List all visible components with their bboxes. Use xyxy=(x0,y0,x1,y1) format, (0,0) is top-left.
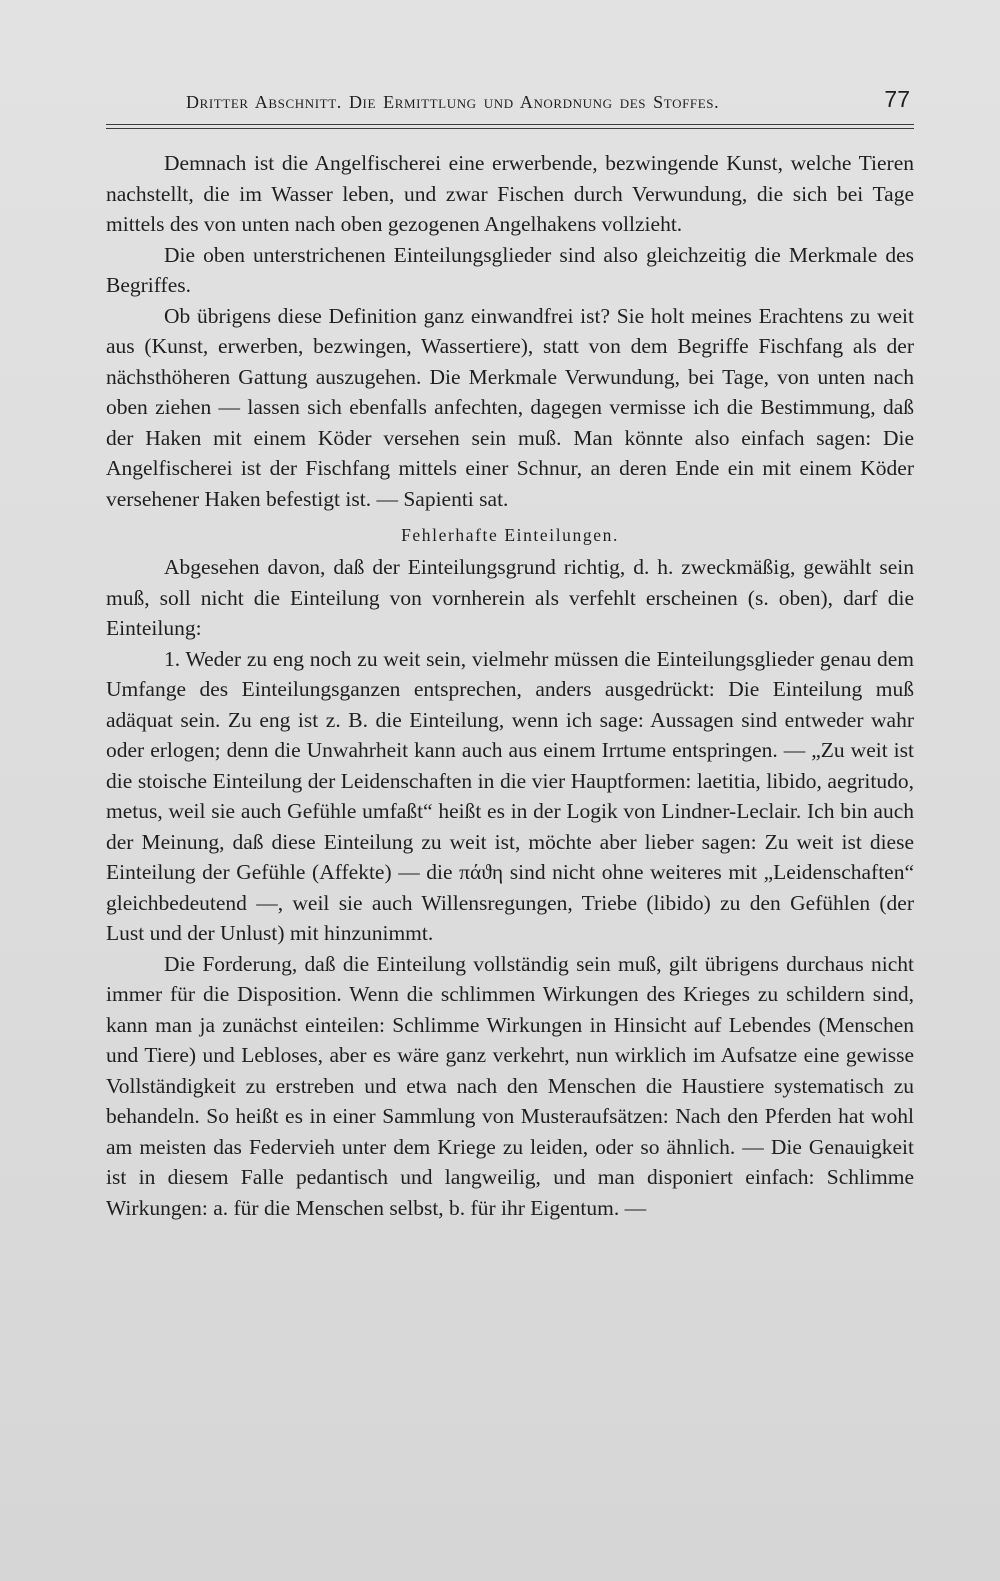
paragraph: 1. Weder zu eng noch zu weit sein, vielmehr müssen die Einteilungsglieder genau dem Umfange des Einteilungsganzen entsprechen, anders ausgedrückt: Die Einteilung muß adäquat sein. Zu eng ist z. B. die Einteilung, wenn ich sage: Aussagen sind entweder wahr oder erlogen; denn die Unwahrheit kann auch aus einem Irrtume entspringen. — „Zu weit ist die stoische Einteilung der Leidenschaften in die vier Hauptformen: laetitia, libido, aegritudo, metus, weil sie auch Gefühle umfaßt“ heißt es in der Logik von Lindner-Leclair. Ich bin auch der Meinung, daß diese Einteilung zu weit ist, möchte aber lieber sagen: Zu weit ist diese Einteilung der Gefühle (Affekte) — die πάϑη sind nicht ohne weiteres mit „Leidenschaften“ gleichbedeutend —, weil sie auch Willensregungen, Triebe (libido) zu den Gefühlen (der Lust und der Unlust) mit hinzunimmt. xyxy=(106,646,914,945)
page-number: 77 xyxy=(884,86,910,112)
body-text xyxy=(106,148,914,1223)
paragraph: Ob übrigens diese Definition ganz einwandfrei ist? Sie holt meines Erachtens zu weit aus (Kunst, erwerben, bezwingen, Wassertiere), statt von dem Begriffe Fischfang als der nächsthöheren Gattung auszugehen. Die Merkmale Verwundung, bei Tage, von unten nach oben ziehen — lassen sich ebenfalls anfechten, dagegen vermisse ich die Bestimmung, daß der Haken mit einem Köder versehen sein muß. Man könnte also einfach sagen: Die Angelfischerei ist der Fischfang mittels einer Schnur, an deren Ende ein mit einem Köder versehener Haken befestigt ist. — Sapienti sat. xyxy=(106,303,914,511)
paragraph: Die oben unterstrichenen Einteilungsglieder sind also gleichzeitig die Merkmale des Begriffes. xyxy=(106,242,914,297)
running-head: Dritter Abschnitt. Die Ermittlung und Anordnung des Stoffes. xyxy=(186,92,720,112)
header-double-rule xyxy=(106,124,914,129)
page-header xyxy=(106,86,914,122)
paragraph: Die Forderung, daß die Einteilung vollständig sein muß, gilt übrigens durchaus nicht immer für die Disposition. Wenn die schlimmen Wirkungen des Krieges zu schildern sind, kann man ja zunächst einteilen: Schlimme Wirkungen in Hinsicht auf Lebendes (Menschen und Tiere) und Lebloses, aber es wäre ganz verkehrt, nun wirklich im Aufsatze eine gewisse Vollständigkeit zu erstreben und etwa nach den Menschen die Haustiere systematisch zu behandeln. So heißt es in einer Sammlung von Musteraufsätzen: Nach den Pferden hat wohl am meisten das Federvieh unter dem Kriege zu leiden, oder so ähnlich. — Die Genauigkeit ist in diesem Falle pedantisch und langweilig, und man disponiert einfach: Schlimme Wirkungen: a. für die Menschen selbst, b. für ihr Eigentum. — xyxy=(106,951,914,1220)
paragraph: Demnach ist die Angelfischerei eine erwerbende, bezwingende Kunst, welche Tieren nachstellt, die im Wasser leben, und zwar Fischen durch Verwundung, die sich bei Tage mittels des von unten nach oben gezogenen Angelhakens vollzieht. xyxy=(106,151,914,236)
section-subheading: Fehlerhafte Einteilungen. xyxy=(401,525,619,545)
paragraph: Abgesehen davon, daß der Einteilungsgrund richtig, d. h. zweckmäßig, gewählt sein muß, soll nicht die Einteilung von vornherein als verfehlt erscheinen (s. oben), darf die Einteilung: xyxy=(106,555,914,640)
